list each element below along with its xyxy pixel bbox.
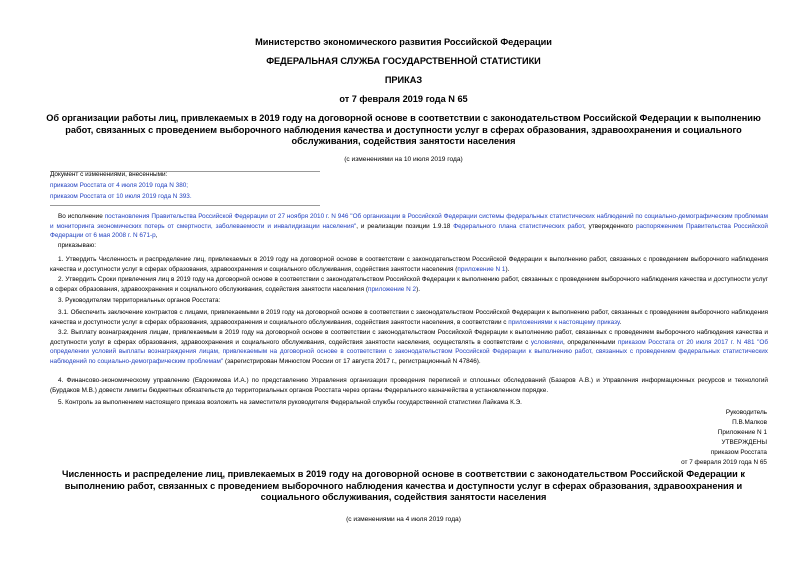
changes-box-bottom-rule	[50, 205, 320, 206]
preamble-text-b: , и реализации позиции 1.9.18	[356, 222, 454, 230]
item-3-2-order-481-link[interactable]: приказом Росстата от 20 июля 2017 г. N 481 "Об определении условий выплаты вознаграждения лицам, привлекаемым на договорной основе в соответствии с законодательством Российской Федерации к выполнению работ, связанных с проведением федеральных статистических наблюдений по социально-демографическим проблемам"	[50, 338, 768, 365]
item-1	[50, 255, 768, 274]
service-heading: ФЕДЕРАЛЬНАЯ СЛУЖБА ГОСУДАРСТВЕННОЙ СТАТИСТИКИ	[266, 56, 541, 66]
item-3-1-annexes-link[interactable]: приложениями к настоящему приказу	[508, 318, 620, 326]
signature-block	[681, 408, 767, 468]
item-1-annex-link[interactable]: приложение N 1	[457, 265, 506, 273]
item-3-2-text-b: , определенными	[562, 338, 618, 346]
approved-label: УТВЕРЖДЕНЫ	[721, 439, 767, 446]
item-5: 5. Контроль за выполнением настоящего приказа возложить на заместителя руководителя Федеральной службы государственной статистики Лайкама К.Э.	[58, 399, 522, 406]
changes-box	[50, 169, 192, 202]
doc-type-heading: ПРИКАЗ	[384, 75, 423, 85]
order-verb: приказываю:	[58, 242, 96, 249]
item-3-2-tail: (зарегистрирован Минюстом России от 17 августа 2017 г., регистрационный N 47846).	[223, 357, 481, 365]
signer-position: Руководитель	[725, 409, 767, 416]
item-2-annex-link[interactable]: приложение N 2	[367, 285, 417, 293]
item-3-1-text: 3.1. Обеспечить заключение контрактов с лицами, привлекаемыми в 2019 году на договорной основе в соответствии с законодательством Российской Федерации к выполнению работ, связанных с проведением выборочного наблюдения качества и доступности услуг в сферах образования, здравоохранения и социального обслуживания, содействия занятости населения, в соответствии с	[50, 309, 768, 326]
annex-changes-note: (с изменениями на 4 июля 2019 года)	[346, 516, 461, 523]
item-3-1-tail: .	[619, 318, 622, 326]
preamble-paragraph	[50, 212, 768, 241]
item-2	[50, 275, 768, 294]
item-3-2-text: 3.2. Выплату вознаграждения лицам, привлекаемым в 2019 году на договорной основе в соответствии с законодательством Российской Федерации к выполнению работ, связанных с проведением выборочного наблюдения качества и доступности услуг в сферах образования, здравоохранения и социального обслуживания, содействия занятости населения, осуществлять в соответствии с	[50, 329, 768, 346]
ministry-heading: Министерство экономического развития Российской Федерации	[255, 37, 552, 47]
changes-note: (с изменениями на 10 июля 2019 года)	[344, 156, 463, 163]
preamble-link-671r[interactable]: распоряжением Правительства Российской Федерации от 6 мая 2008 г. N 671-р	[50, 222, 768, 240]
item-2-tail: ).	[416, 285, 420, 293]
changes-link-380[interactable]: приказом Росстата от 4 июля 2019 года N 380;	[50, 182, 189, 189]
signer-name: П.В.Малков	[732, 419, 767, 426]
item-1-tail: ).	[505, 265, 510, 273]
item-3-2-conditions-link[interactable]: условиями	[530, 338, 563, 346]
item-3-2	[50, 328, 768, 366]
preamble-text-a: Во исполнение	[58, 213, 105, 220]
annex-label: Приложение N 1	[717, 429, 767, 436]
approved-by: приказом Росстата	[710, 449, 767, 456]
preamble-text-c: , утвержденного	[583, 222, 636, 230]
item-1-text: 1. Утвердить Численность и распределение лиц, привлекаемых в 2019 году на договорной основе в соответствии с законодательством Российской Федерации к выполнению работ, связанных с проведением выборочного наблюдения качества и доступности услуг в сферах образования, здравоохранения и социального обслуживания, содействия занятости населения (	[50, 256, 768, 273]
item-3-1	[50, 308, 768, 327]
changes-box-label: Документ с изменениями, внесенными:	[50, 171, 168, 178]
doc-title: Об организации работы лиц, привлекаемых в 2019 году на договорной основе в соответствии с законодательством Российской Федерации к выполнению работ, связанных с проведением выборочного наблюдения качества и доступности услуг в сферах образования, здравоохранения и социального обслуживания, содействия занятости населения	[46, 113, 761, 146]
annex-title: Численность и распределение лиц, привлекаемых в 2019 году на договорной основе в соответствии с законодательством Российской Федерации к выполнению работ, связанных с проведением выборочного наблюдения качества и доступности услуг в сферах образования, здравоохранения и социального обслуживания, содействия занятости населения	[62, 469, 745, 502]
item-2-text: 2. Утвердить Сроки привлечения лиц в 2019 году на договорной основе в соответствии с законодательством Российской Федерации к выполнению работ, связанных с проведением выборочного наблюдения качества и доступности услуг в сферах образования, здравоохранения и социального обслуживания, содействия занятости населения (	[50, 276, 768, 293]
approved-date: от 7 февраля 2019 года N 65	[681, 459, 767, 466]
preamble-link-federal-plan[interactable]: Федерального плана статистических работ	[453, 222, 584, 230]
preamble-text-d: ,	[155, 232, 158, 240]
item-4: 4. Финансово-экономическому управлению (Евдокимова И.А.) по представлению Управления организации проведения переписей и сплошных обследований (Базаров А.В.) и Управления информационных ресурсов и технологий (Бурдаков М.В.) довести лимиты бюджетных обязательств до территориальных органов Росстата через органы Федерального казначейства в установленном порядке.	[50, 377, 768, 394]
item-3: 3. Руководителям территориальных органов Росстата:	[58, 297, 221, 304]
changes-link-393[interactable]: приказом Росстата от 10 июля 2019 года N 393.	[50, 193, 192, 200]
doc-date: от 7 февраля 2019 года N 65	[339, 94, 468, 104]
preamble-link-946[interactable]: постановления Правительства Российской Федерации от 27 ноября 2010 г. N 946 "Об организации в Российской Федерации системы федеральных статистических наблюдений по социально-демографическим проблемам и мониторинга экономических потерь от смертности, заболеваемости и инвалидизации населения"	[50, 213, 768, 230]
